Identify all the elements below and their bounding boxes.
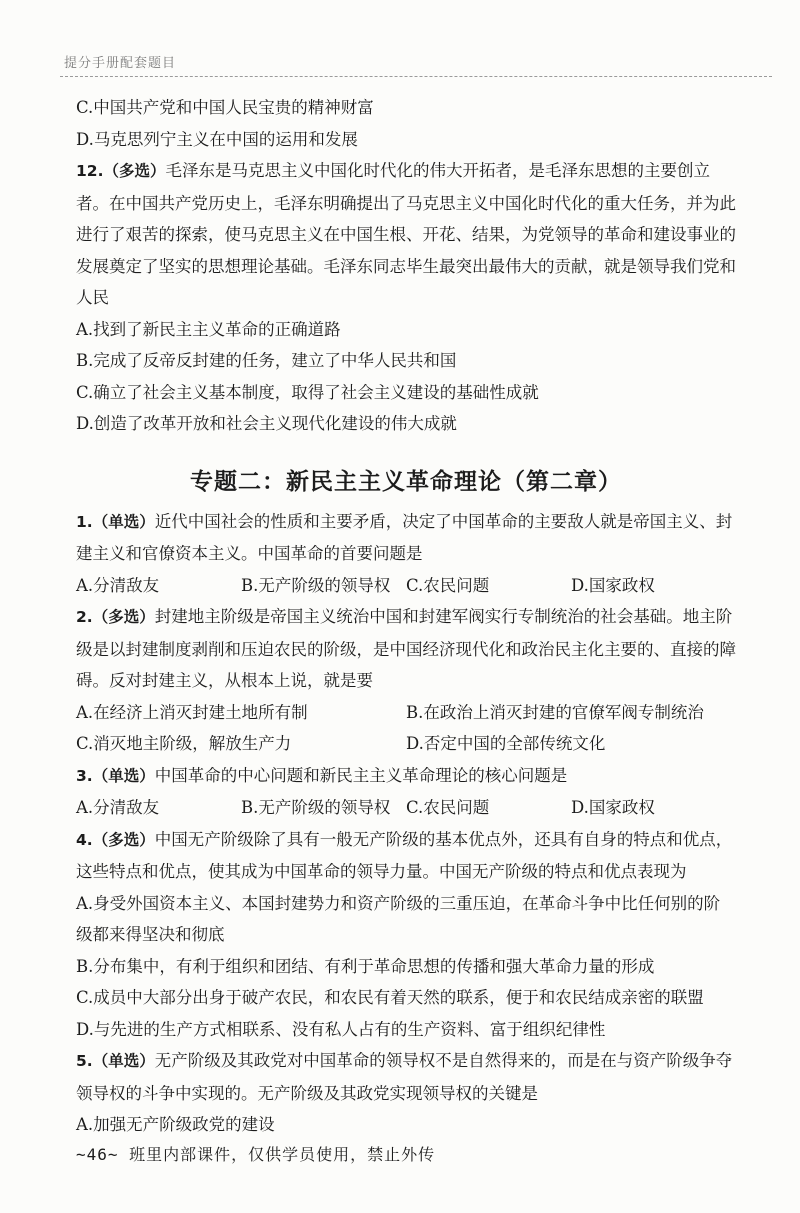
option-line: B.分布集中，有利于组织和团结、有利于革命思想的传播和强大革命力量的形成 (76, 956, 655, 976)
section-title: 专题二：新民主主义革命理论（第二章） (190, 468, 622, 495)
question-text: 封建地主阶级是帝国主义统治中国和封建军阀实行专制统治的社会基础。地主阶级是以封建制度剥削和压迫农民的阶级，是中国经济现代化和政治民主化主要的、直接的障碍。反对封建主义，从根本上说，就是要 (76, 607, 736, 690)
question-text: 中国无产阶级除了具有一般无产阶级的基本优点外，还具有自身的特点和优点，这些特点和优点，使其成为中国革命的领导力量。中国无产阶级的特点和优点表现为 (76, 829, 733, 881)
page-footer: ~46~ 班里内部课件，仅供学员使用，禁止外传 (76, 1145, 436, 1164)
option-line: A.加强无产阶级政党的建设 (76, 1115, 275, 1134)
question-stem (76, 506, 736, 570)
option-c: C.消灭地主阶级，解放生产力 (76, 734, 292, 753)
option-line: C.成员中大部分出身于破产农民，和农民有着天然的联系，便于和农民结成亲密的联盟 (76, 988, 704, 1007)
question-number: 12. (76, 162, 104, 180)
question-number: 3. (76, 766, 93, 785)
question-text: 无产阶级及其政党对中国革命的领导权不是自然得来的，而是在与资产阶级争夺领导权的斗争中实现的。无产阶级及其政党实现领导权的关键是 (76, 1051, 733, 1103)
option-c: C.农民问题 (406, 798, 490, 817)
question-type: （单选） (92, 766, 155, 785)
question-type: （单选） (92, 1052, 155, 1070)
option-a: A.分清敌友 (76, 575, 160, 595)
option-c: C.农民问题 (406, 575, 490, 595)
question-3 (76, 760, 736, 824)
question-stem (76, 601, 736, 697)
question-type: （单选） (92, 512, 155, 531)
option-line: A.身受外国资本主义、本国封建势力和资产阶级的三重压迫，在革命斗争中比任何别的阶级都来得坚决和彻底 (76, 893, 721, 944)
option-line: C.确立了社会主义基本制度，取得了社会主义建设的基础性成就 (76, 382, 539, 402)
running-header: 提分手册配套题目 (64, 56, 177, 71)
question-text: 中国革命的中心问题和新民主主义革命理论的核心问题是 (154, 765, 568, 785)
option-line: C.中国共产党和中国人民宝贵的精神财富 (76, 98, 374, 117)
header-divider (60, 76, 772, 77)
option-line: D.创造了改革开放和社会主义现代化建设的伟大成就 (76, 414, 457, 433)
question-stem (76, 824, 736, 888)
option-a: A.在经济上消灭封建土地所有制 (76, 702, 308, 722)
question-type: （多选） (103, 162, 166, 180)
question-stem (76, 1045, 736, 1109)
question-stem (76, 155, 736, 314)
question-number: 1. (76, 512, 93, 531)
question-12 (76, 155, 736, 440)
question-text: 近代中国社会的性质和主要矛盾，决定了中国革命的主要敌人就是帝国主义、封建主义和官僚资本主义。中国革命的首要问题是 (76, 511, 733, 563)
option-b: B.在政治上消灭封建的官僚军阀专制统治 (406, 702, 704, 722)
question-type: （多选） (92, 830, 155, 849)
option-line: B.完成了反帝反封建的任务，建立了中华人民共和国 (76, 351, 457, 370)
question-1 (76, 506, 736, 602)
option-line: A.找到了新民主主义革命的正确道路 (76, 319, 341, 339)
question-stem (76, 760, 736, 793)
option-b: B.无产阶级的领导权 (241, 798, 391, 817)
question-text: 毛泽东是马克思主义中国化时代化的伟大开拓者，是毛泽东思想的主要创立者。在中国共产党历史上，毛泽东明确提出了马克思主义中国化时代化的重大任务，并为此进行了艰苦的探索，使马克思主义在中国生根、开花、结果，为党领导的革命和建设事业的发展奠定了坚实的思想理论基础。毛泽东同志毕生最突出最伟大的贡献，就是领导我们党和人民 (76, 161, 736, 307)
question-number: 4. (76, 830, 93, 849)
option-row (76, 728, 736, 760)
option-row (76, 570, 736, 602)
option-b: B.无产阶级的领导权 (241, 575, 391, 595)
option-d: D.否定中国的全部传统文化 (406, 734, 606, 753)
page-content (76, 92, 736, 1141)
question-2 (76, 601, 736, 760)
question-5 (76, 1045, 736, 1141)
option-d: D.国家政权 (571, 798, 655, 817)
option-d: D.国家政权 (571, 575, 655, 595)
question-number: 2. (76, 608, 93, 626)
option-row (76, 697, 736, 729)
question-type: （多选） (92, 608, 155, 626)
option-line: D.与先进的生产方式相联系、没有私人占有的生产资料、富于组织纪律性 (76, 1019, 606, 1039)
question-4 (76, 824, 736, 1046)
question-number: 5. (76, 1052, 93, 1070)
option-row (76, 792, 736, 824)
option-line: D.马克思列宁主义在中国的运用和发展 (76, 129, 358, 149)
option-a: A.分清敌友 (76, 798, 160, 817)
